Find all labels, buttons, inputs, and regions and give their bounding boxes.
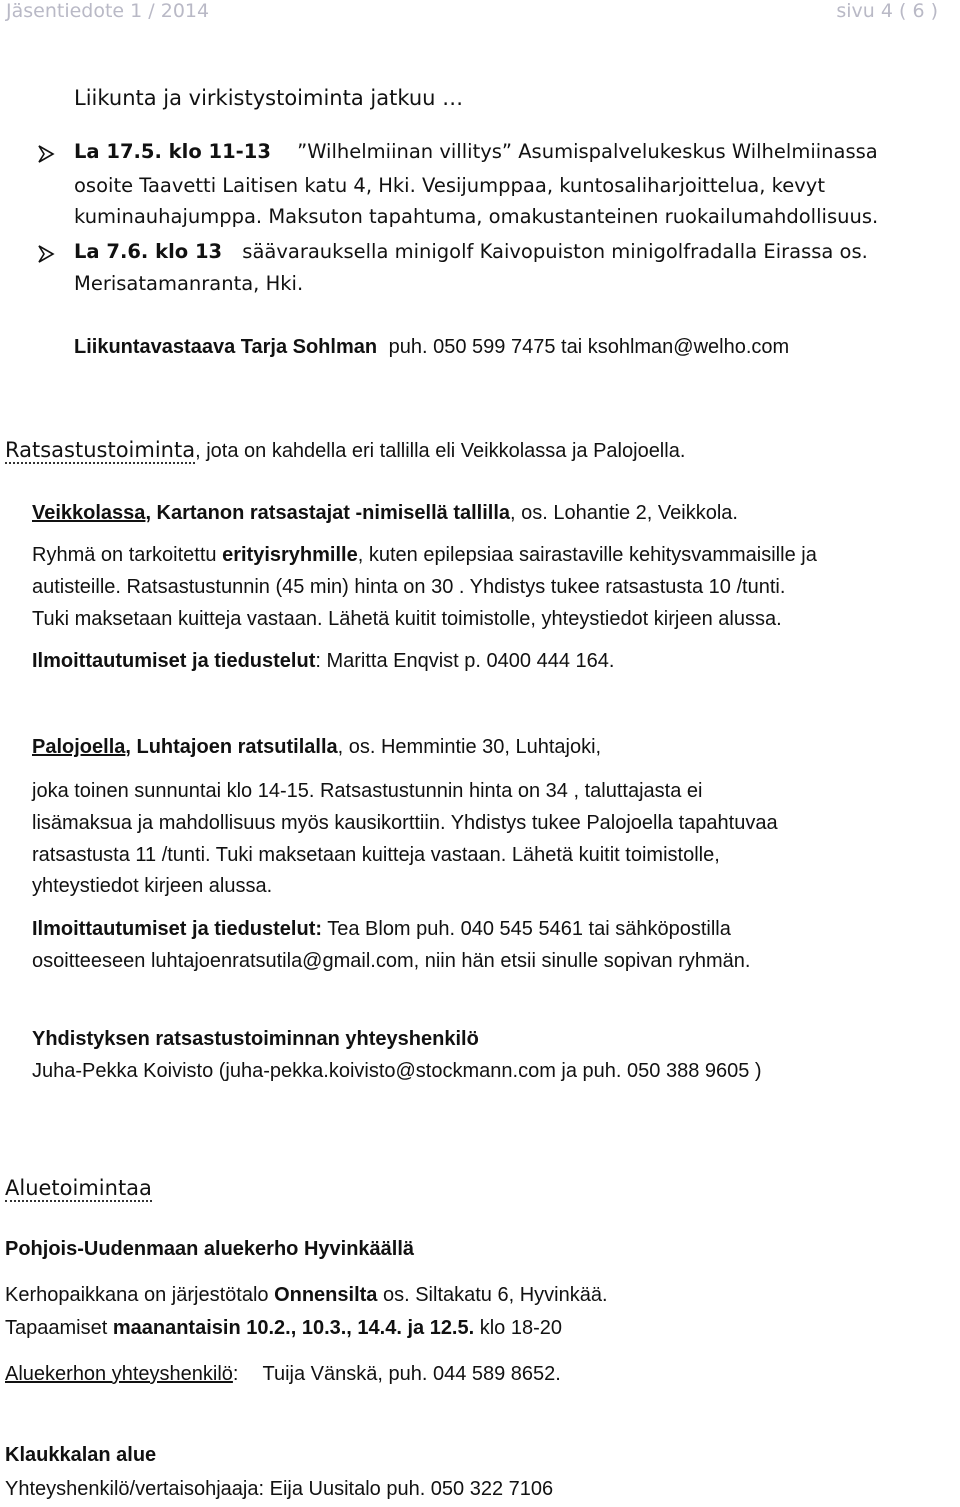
ratsastus-intro-text: , jota on kahdella eri tallilla eli Veikkolassa ja Palojoella. [195, 440, 686, 462]
alue-place-b: Onnensilta [274, 1284, 378, 1306]
palojoki-p3: ratsastusta 11 /tunti. Tuki maksetaan kuitteja vastaan. Lähetä kuitit toimistolle, [32, 844, 720, 866]
veikkola-p3: Tuki maksetaan kuitteja vastaan. Lähetä kuitit toimistolle, yhteystiedot kirjeen alussa. [32, 608, 782, 630]
veikkola-stable: , Kartanon ratsastajat -nimisellä tallilla [145, 502, 511, 524]
event1-line3: kuminauhajumppa. Maksuton tapahtuma, omakustanteinen ruokailumahdollisuus. [74, 205, 879, 228]
event2-line1 [74, 240, 868, 263]
alue-heading: Aluetoimintaa [5, 1176, 152, 1200]
palojoki-header [32, 736, 601, 759]
klaukkala-title: Klaukkalan alue [5, 1444, 157, 1466]
alue-contact [5, 1363, 561, 1386]
arrow-bullet-icon [36, 144, 56, 164]
event1-line1 [74, 140, 878, 163]
veikkola-signup-label: Ilmoittautumiset ja tiedustelut [32, 650, 316, 672]
alue-meetings [5, 1317, 562, 1340]
veikkola-p2: autisteille. Ratsastustunnin (45 min) hinta on 30 . Yhdistys tukee ratsastusta 10 /tunti. [32, 576, 786, 598]
alue-contact-label: Aluekerhon yhteyshenkilö [5, 1363, 233, 1385]
alue-meet-c: klo 18-20 [474, 1317, 563, 1339]
alue-place-c: os. Siltakatu 6, Hyvinkää. [377, 1284, 608, 1306]
event2-title: säävarauksella minigolf Kaivopuiston minigolfradalla Eirassa os. [242, 240, 868, 263]
liikunta-contact-details: puh. 050 599 7475 tai ksohlman@welho.com [388, 336, 790, 358]
ratsastus-intro [5, 438, 685, 463]
liikunta-contact-name: Liikuntavastaava Tarja Sohlman [74, 336, 378, 358]
ratsastus-contact-line: Juha-Pekka Koivisto (juha-pekka.koivisto@stockmann.com ja puh. 050 388 9605 ) [32, 1060, 762, 1082]
veikkola-address: , os. Lohantie 2, Veikkola. [510, 502, 738, 524]
alue-heading-wrap [5, 1176, 152, 1200]
palojoki-p4: yhteystiedot kirjeen alussa. [32, 875, 273, 897]
veikkola-p1 [32, 544, 817, 567]
alue-contact-colon: : [232, 1363, 239, 1385]
alue-contact-value: Tuija Vänskä, puh. 044 589 8652. [262, 1363, 561, 1385]
event2-line2: Merisatamanranta, Hki. [74, 272, 304, 295]
event1-date: La 17.5. klo 11-13 [74, 140, 271, 163]
palojoki-address: , os. Hemmintie 30, Luhtajoki, [337, 736, 602, 758]
liikunta-title: Liikunta ja virkistystoiminta jatkuu … [74, 86, 464, 110]
palojoki-signup [32, 918, 731, 941]
palojoki-place: Palojoella [32, 736, 126, 758]
event1-line2: osoite Taavetti Laitisen katu 4, Hki. Vesijumppaa, kuntosaliharjoittelua, kevyt [74, 174, 825, 197]
alue-place-a: Kerhopaikkana on järjestötalo [5, 1284, 275, 1306]
palojoki-p2: lisämaksua ja mahdollisuus myös kausikorttiin. Yhdistys tukee Palojoella tapahtuvaa [32, 812, 778, 834]
alue-club-title: Pohjois-Uudenmaan aluekerho Hyvinkäällä [5, 1238, 415, 1260]
palojoki-signup-value: Tea Blom puh. 040 545 5461 tai sähköpostilla [322, 918, 731, 940]
ratsastus-heading: Ratsastustoiminta [5, 438, 196, 462]
veikkola-p1-b: erityisryhmille [222, 544, 358, 566]
palojoki-signup-label: Ilmoittautumiset ja tiedustelut: [32, 918, 323, 940]
alue-meet-b: maanantaisin 10.2., 10.3., 14.4. ja 12.5. [112, 1317, 475, 1339]
veikkola-place: Veikkolassa [32, 502, 146, 524]
palojoki-p1: joka toinen sunnuntai klo 14-15. Ratsastustunnin hinta on 34 , taluttajasta ei [32, 780, 703, 802]
event1-title: ”Wilhelmiinan villitys” Asumispalvelukeskus Wilhelmiinassa [297, 140, 878, 163]
klaukkala-line: Yhteyshenkilö/vertaisohjaaja: Eija Uusitalo puh. 050 322 7106 [5, 1478, 554, 1500]
alue-place [5, 1284, 608, 1307]
veikkola-p1-c: , kuten epilepsiaa sairastaville kehitysvammaisille ja [357, 544, 817, 566]
header-page-number: sivu 4 ( 6 ) [836, 0, 938, 22]
liikunta-contact [74, 336, 789, 359]
palojoki-signup-line2: osoitteeseen luhtajoenratsutila@gmail.com, niin hän etsii sinulle sopivan ryhmän. [32, 950, 751, 972]
veikkola-signup [32, 650, 614, 673]
arrow-bullet-icon [36, 244, 56, 264]
veikkola-signup-value: : Maritta Enqvist p. 0400 444 164. [315, 650, 615, 672]
ratsastus-contact-title: Yhdistyksen ratsastustoiminnan yhteyshenkilö [32, 1028, 479, 1050]
header-left: Jäsentiedote 1 / 2014 [6, 0, 210, 22]
palojoki-stable: , Luhtajoen ratsutilalla [125, 736, 338, 758]
event2-date: La 7.6. klo 13 [74, 240, 223, 263]
veikkola-p1-a: Ryhmä on tarkoitettu [32, 544, 223, 566]
alue-meet-a: Tapaamiset [5, 1317, 113, 1339]
veikkola-header [32, 502, 738, 525]
